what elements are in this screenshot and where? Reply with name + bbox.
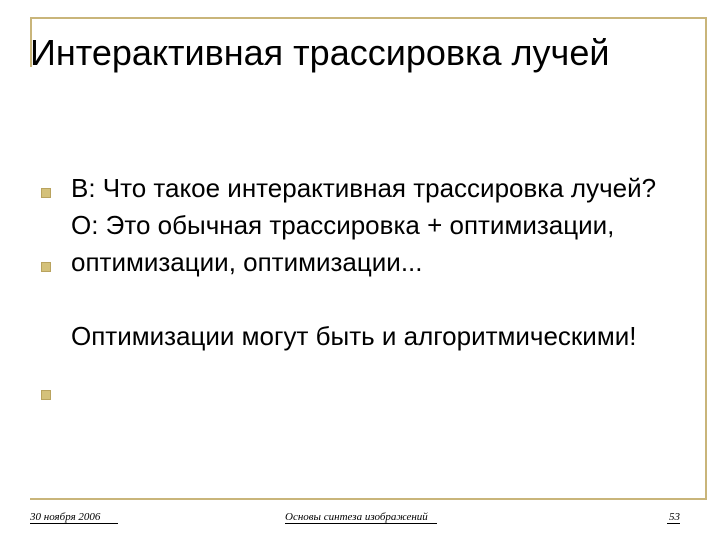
bullet-question [40, 170, 690, 207]
footer-page-underline [667, 523, 680, 524]
footer-course-title: Основы синтеза изображений [285, 511, 428, 523]
footer-course-underline [285, 523, 437, 524]
bullet-square-icon [41, 390, 51, 400]
slide-frame-top [30, 17, 707, 19]
bullet-note-text: Оптимизации могут быть и алгоритмическими! [71, 321, 637, 351]
footer-date-underline [30, 523, 118, 524]
slide-title: Интерактивная трассировка лучей [30, 32, 610, 73]
footer-page-number: 53 [669, 511, 680, 523]
footer-date: 30 ноября 2006 [30, 511, 101, 523]
bullet-question-text: В: Что такое интерактивная трассировка лучей? [71, 173, 657, 203]
bullet-answer [40, 207, 690, 281]
slide-frame-bottom [30, 498, 707, 500]
bullet-answer-text: О: Это обычная трассировка + оптимизации, оптимизации, оптимизации... [71, 210, 615, 277]
slide-frame-right [705, 17, 707, 500]
bullet-note [40, 318, 690, 355]
bullet-list [40, 170, 690, 355]
